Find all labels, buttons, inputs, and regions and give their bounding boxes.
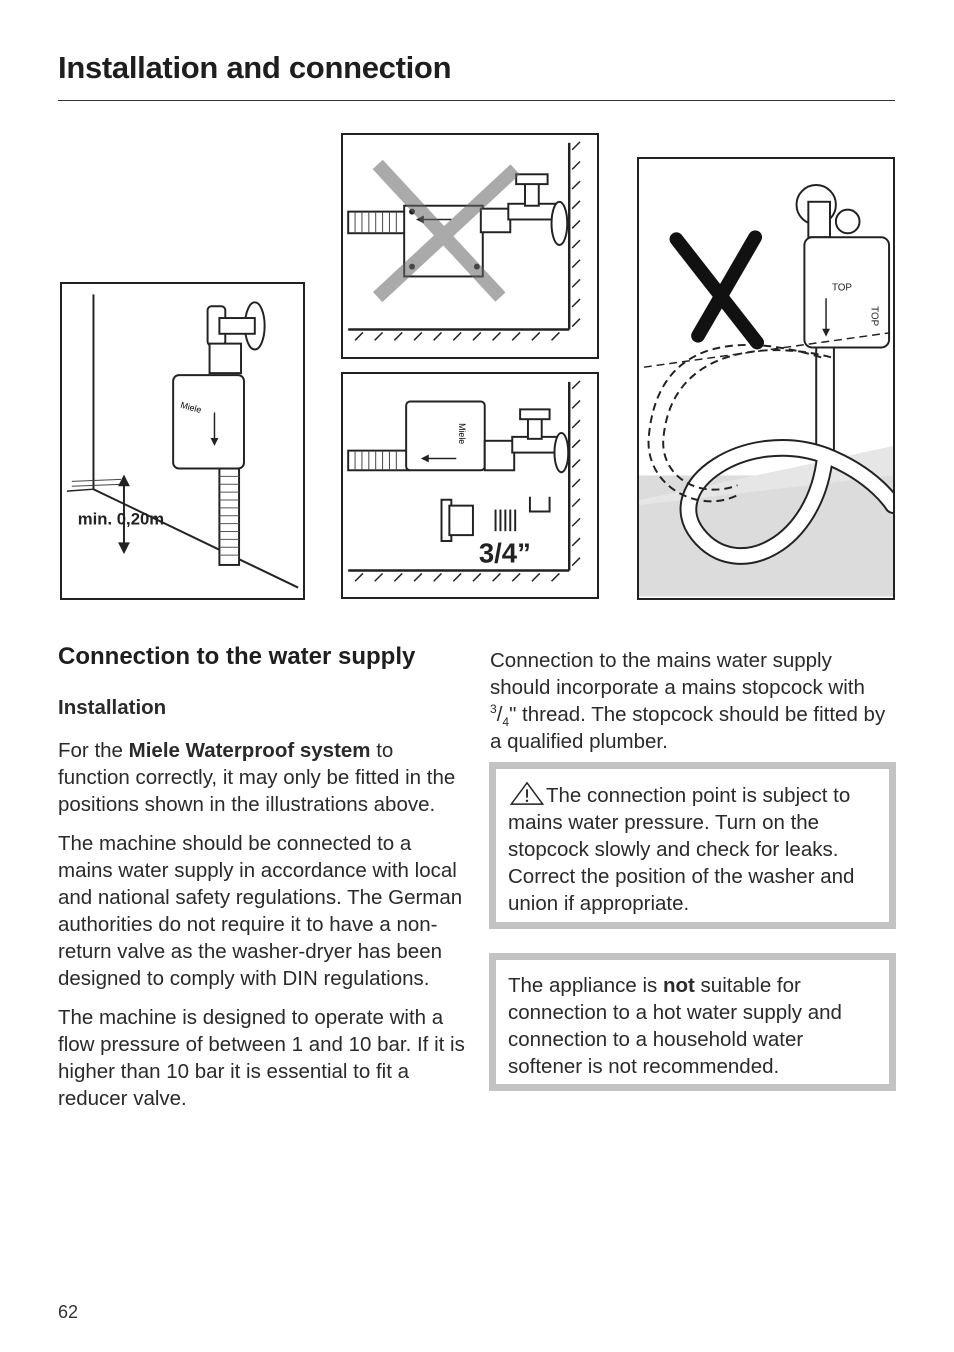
paragraph-pressure: The machine is designed to operate with a flow pressure of between 1 and 10 bar. If it is higher than 10 bar it is essential to fit a reducer valve. [58,1006,465,1110]
left-column [58,642,468,1124]
top-label-2: TOP [868,306,880,327]
top-label-1: TOP [831,282,852,294]
warning-triangle-icon [508,781,546,805]
p1-suffix: to function correctly, it may only be fitted in the positions shown in the illustrations above. [58,739,456,816]
fig1-logo: Miele [179,399,203,415]
thread-size-label: 3/4” [478,537,531,569]
figure-hose-loop [637,157,895,600]
stopcock-prefix: Connection to the mains water supply should incorporate a mains stopcock with [490,649,865,699]
figure-incorrect-mounting [341,133,599,359]
min-height-label: min. 0,20m [77,509,165,529]
p1-prefix: For the [58,739,129,762]
warning-box [489,762,896,929]
section-heading: Connection to the water supply [58,643,416,670]
paragraph-waterproof [58,737,468,818]
fig3-logo: Miele [457,423,468,445]
incorrect-mounting-illustration [343,135,597,357]
note-suffix: suitable for connection to a hot water supply and connection to a household water softener is not recommended. [508,974,842,1078]
min-height-illustration [62,284,303,598]
p1-bold: Miele Waterproof system [128,739,371,762]
note-bold: not [662,974,695,997]
page-number: 62 [58,1302,79,1322]
page-title: Installation and connection [58,50,452,85]
fraction-separator: / [496,703,503,726]
fraction-denominator: 4 [502,715,510,730]
stopcock-suffix: " thread. The stopcock should be fitted by a qualified plumber. [490,703,886,753]
figure-thread-connection [341,372,599,599]
right-column [490,647,890,767]
fraction-numerator: 3 [490,702,497,717]
thread-connection-illustration [343,374,597,597]
figure-min-height [60,282,305,600]
paragraph-stopcock [490,647,890,755]
paragraph-regulations: The machine should be connected to a mains water supply in accordance with local and national safety regulations. The German authorities do not require it to have a non-return valve as the washer-dryer has been designed to comply with DIN regulations. [58,832,463,990]
note-prefix: The appliance is [508,974,663,997]
note-box [489,953,896,1091]
warning-text: The connection point is subject to mains water pressure. Turn on the stopcock slowly and check for leaks. Correct the position of the washer and union if appropriate. [508,784,855,915]
title-rule [58,100,895,101]
hose-loop-illustration [639,159,893,598]
subsection-heading: Installation [58,696,167,719]
